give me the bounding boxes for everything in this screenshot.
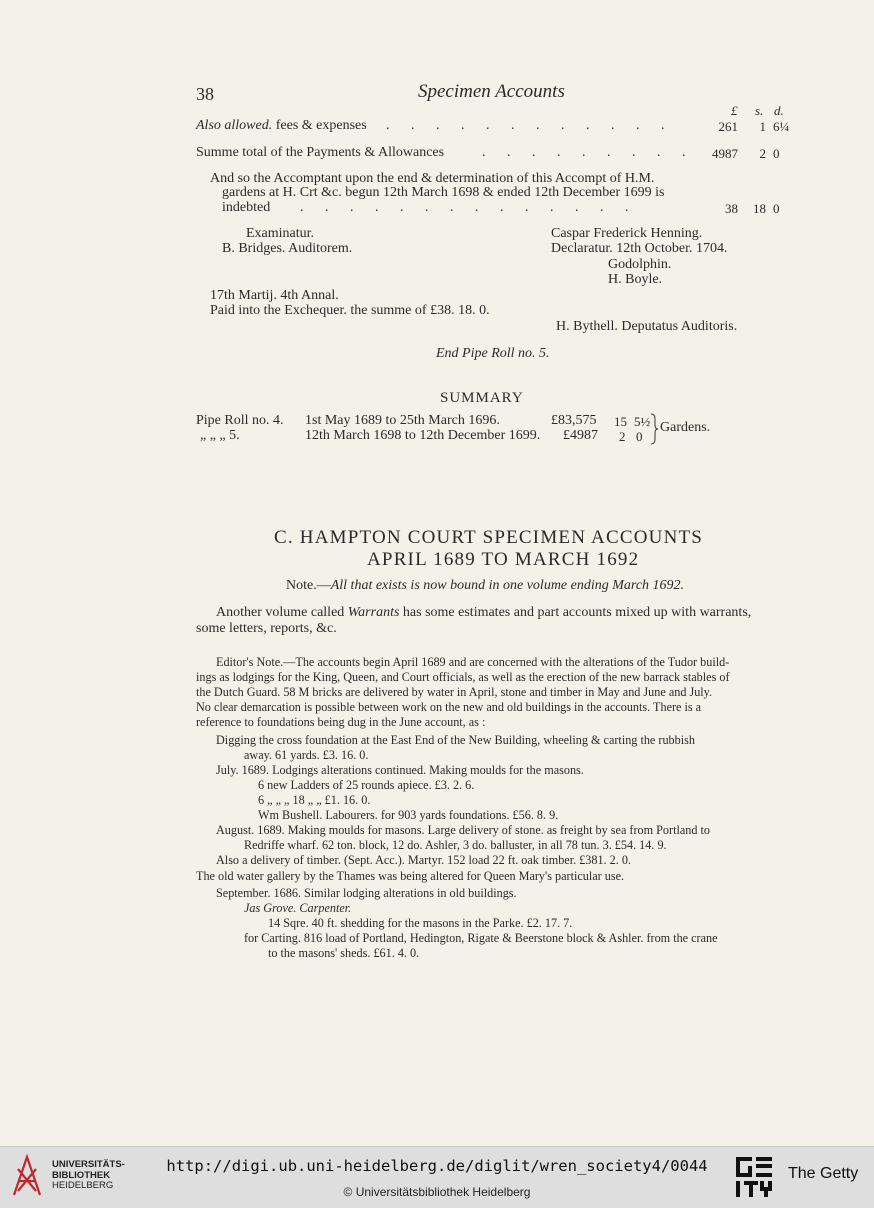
section-title: C. HAMPTON COURT SPECIMEN ACCOUNTS <box>274 527 704 548</box>
warrants-paragraph-2: some letters, reports, &c. <box>196 621 337 636</box>
signature-bridges: B. Bridges. Auditorem. <box>222 241 353 256</box>
entry-line: away. 61 yards. £3. 16. 0. <box>244 748 369 762</box>
amount-shillings: 1 <box>759 119 766 134</box>
editors-note-line: ings as lodgings for the King, Queen, and Court officials, as well as the erection of the new barrack stables of <box>196 670 730 684</box>
summary-amount-2: £4987 <box>563 428 598 443</box>
leader-dots: . . . . . . . . . . . . <box>386 118 674 133</box>
amount-pounds: 261 <box>718 119 738 134</box>
amount-pence: 0 <box>773 146 780 161</box>
entry-line: Digging the cross foundation at the East End of the New Building, wheeling & carting the rubbish <box>216 733 695 747</box>
gardens-label: Gardens. <box>660 420 711 435</box>
summary-shillings-2: 2 <box>619 429 626 444</box>
getty-logo-icon <box>734 1155 774 1199</box>
amount-pence: 0 <box>773 201 780 216</box>
signature-examinatur: Examinatur. <box>246 226 315 241</box>
entry-line: 6 „ „ „ 18 „ „ £1. 16. 0. <box>258 793 371 807</box>
col-pence: d. <box>774 103 784 118</box>
leader-dots: . . . . . . . . . . . . . . <box>300 200 638 215</box>
permalink-url[interactable]: http://digi.ub.uni-heidelberg.de/diglit/wren_society4/0044 <box>166 1157 708 1175</box>
amount-pence: 6¼ <box>773 119 790 134</box>
end-pipe-roll-note: End Pipe Roll no. 5. <box>436 346 550 361</box>
signature-declaratur: Declaratur. 12th October. 1704. <box>551 241 728 256</box>
editors-note-line: the Dutch Guard. 58 M bricks are delivered by water in April, stone and timber in May and June and July. <box>196 685 713 699</box>
signature-henning: Caspar Frederick Henning. <box>551 226 703 241</box>
entry-line: The old water gallery by the Thames was being altered for Queen Mary's particular use. <box>196 869 625 883</box>
summary-dates-1: 1st May 1689 to 25th March 1696. <box>305 413 500 428</box>
summary-shillings-1: 15 <box>614 414 627 429</box>
entry-line: 14 Sqre. 40 ft. shedding for the masons in the Parke. £2. 17. 7. <box>268 916 573 930</box>
entry-line: September. 1686. Similar lodging alterations in old buildings. <box>216 886 517 900</box>
section-note: Note.—All that exists is now bound in one volume ending March 1692. <box>286 578 685 593</box>
entry-line: for Carting. 816 load of Portland, Hedington, Rigate & Beerstone block & Ashler. from the crane <box>244 931 718 945</box>
page-number: 38 <box>196 84 214 104</box>
col-shillings: s. <box>755 103 764 118</box>
accomptant-paragraph-line: gardens at H. Crt &c. begun 12th March 1698 & ended 12th December 1699 is <box>222 185 665 200</box>
university-library-name: UNIVERSITÄTS- BIBLIOTHEK HEIDELBERG <box>52 1159 125 1191</box>
entry-line: 6 new Ladders of 25 rounds apiece. £3. 2. 6. <box>258 778 475 792</box>
copyright-notice: © Universitätsbibliothek Heidelberg <box>343 1185 531 1199</box>
entry-line: to the masons' sheds. £61. 4. 0. <box>268 946 420 960</box>
summary-pence-1: 5½ <box>634 414 651 429</box>
entry-line: July. 1689. Lodgings alterations continued. Making moulds for the masons. <box>216 763 584 777</box>
entry-line: Wm Bushell. Labourers. for 903 yards foundations. £56. 8. 9. <box>258 808 559 822</box>
summary-pence-2: 0 <box>636 429 643 444</box>
summary-roll-5: „ „ „ 5. <box>200 428 240 443</box>
editors-note-line: No clear demarcation is possible between work on the new and old buildings in the accounts. There is a <box>196 700 702 714</box>
summary-heading: SUMMARY <box>440 390 524 406</box>
signature-boyle: H. Boyle. <box>608 272 663 287</box>
paid-line: Paid into the Exchequer. the summe of £38. 18. 0. <box>210 303 490 318</box>
footer-bar <box>0 1146 874 1208</box>
editors-note-line: reference to foundations being dug in the June account, as : <box>196 715 486 729</box>
leader-dots: . . . . . . . . . <box>482 145 695 160</box>
running-title: Specimen Accounts <box>418 81 565 102</box>
accomptant-paragraph-line: indebted <box>222 200 271 215</box>
amount-shillings: 2 <box>759 146 766 161</box>
warrants-paragraph: Another volume called Warrants has some estimates and part accounts mixed up with warrants, <box>216 605 752 620</box>
getty-name: The Getty <box>788 1165 859 1182</box>
summary-roll-4: Pipe Roll no. 4. <box>196 413 284 428</box>
accomptant-paragraph-line: And so the Accomptant upon the end & determination of this Accompt of H.M. <box>210 171 655 186</box>
entry-line: August. 1689. Making moulds for masons. Large delivery of stone. as freight by sea from Portland to <box>216 823 710 837</box>
entry-line: Also a delivery of timber. (Sept. Acc.). Martyr. 152 load 22 ft. oak timber. £381. 2. 0. <box>216 853 631 867</box>
brace-icon <box>648 413 660 445</box>
section-subtitle: APRIL 1689 TO MARCH 1692 <box>367 549 640 570</box>
signature-bythell: H. Bythell. Deputatus Auditoris. <box>556 319 738 334</box>
account-row-summe: Summe total of the Payments & Allowances <box>196 145 445 160</box>
summary-amount-1: £83,575 <box>551 413 597 428</box>
amount-shillings: 18 <box>753 201 766 216</box>
amount-pounds: 38 <box>725 201 738 216</box>
entry-line: Jas Grove. Carpenter. <box>244 901 352 915</box>
col-pounds: £ <box>731 103 738 118</box>
annal-line: 17th Martij. 4th Annal. <box>210 288 339 303</box>
editors-note-line: Editor's Note.—The accounts begin April 1689 and are concerned with the alterations of the Tudor build- <box>216 655 730 669</box>
signature-godolphin: Godolphin. <box>608 257 672 272</box>
entry-line: Redriffe wharf. 62 ton. block, 12 do. Ashler, 3 do. balluster, in all 78 tun. 3. £54. 14. 9. <box>244 838 667 852</box>
amount-pounds: 4987 <box>712 146 738 161</box>
summary-dates-2: 12th March 1698 to 12th December 1699. <box>305 428 541 443</box>
account-row-allowed: Also allowed. fees & expenses <box>196 118 367 133</box>
